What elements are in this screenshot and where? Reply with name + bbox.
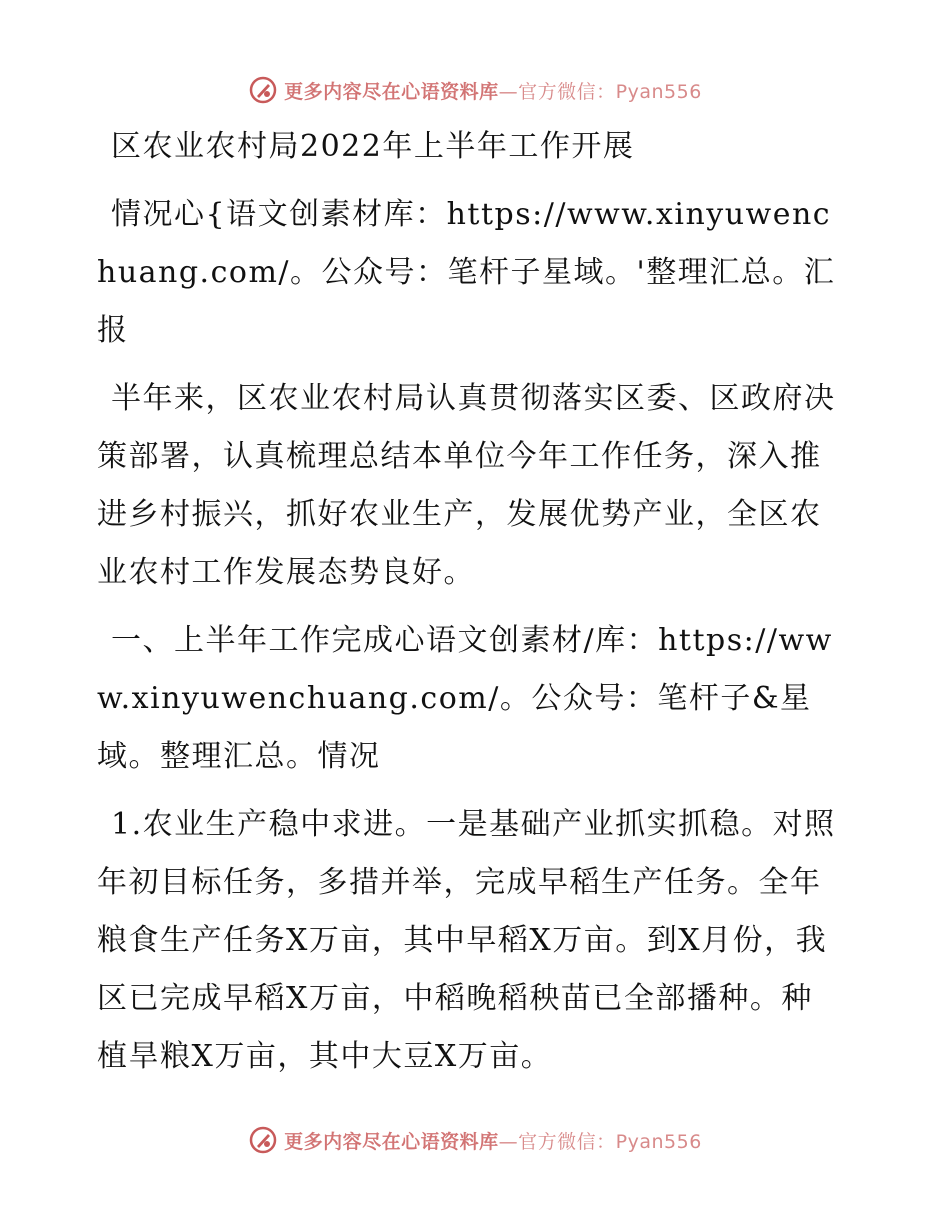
document-body	[97, 118, 842, 1096]
watermark-text: 更多内容尽在心语资料库—官方微信：Pyan556	[284, 1130, 702, 1153]
watermark-logo-icon	[248, 1125, 278, 1155]
paragraph-agriculture: 1.农业生产稳中求进。一是基础产业抓实抓稳。对照年初目标任务，多措并举，完成早稻生产任务。全年粮食生产任务X万亩，其中早稻X万亩。到X月份，我区已完成早稻X万亩，中稻晚稻秧苗已全部播种。种植旱粮X万亩，其中大豆X万亩。	[97, 807, 836, 1074]
document-title: 区农业农村局2022年上半年工作开展	[111, 129, 635, 164]
header-watermark	[0, 70, 950, 110]
paragraph-title-continued: 情况心{语文创素材库：https://www.xinyuwenchuang.com/。公众号：笔杆子星域。'整理汇总。汇报	[97, 197, 836, 348]
watermark-text: 更多内容尽在心语资料库—官方微信：Pyan556	[284, 80, 702, 103]
watermark-logo-icon	[248, 75, 278, 105]
paragraph-intro: 半年来，区农业农村局认真贯彻落实区委、区政府决策部署，认真梳理总结本单位今年工作任务，深入推进乡村振兴，抓好农业生产，发展优势产业，全区农业农村工作发展态势良好。	[97, 381, 836, 590]
section-heading-1: 一、上半年工作完成心语文创素材/库：https://www.xinyuwenchuang.com/。公众号：笔杆子&星域。整理汇总。情况	[97, 623, 833, 774]
footer-watermark	[0, 1120, 950, 1160]
